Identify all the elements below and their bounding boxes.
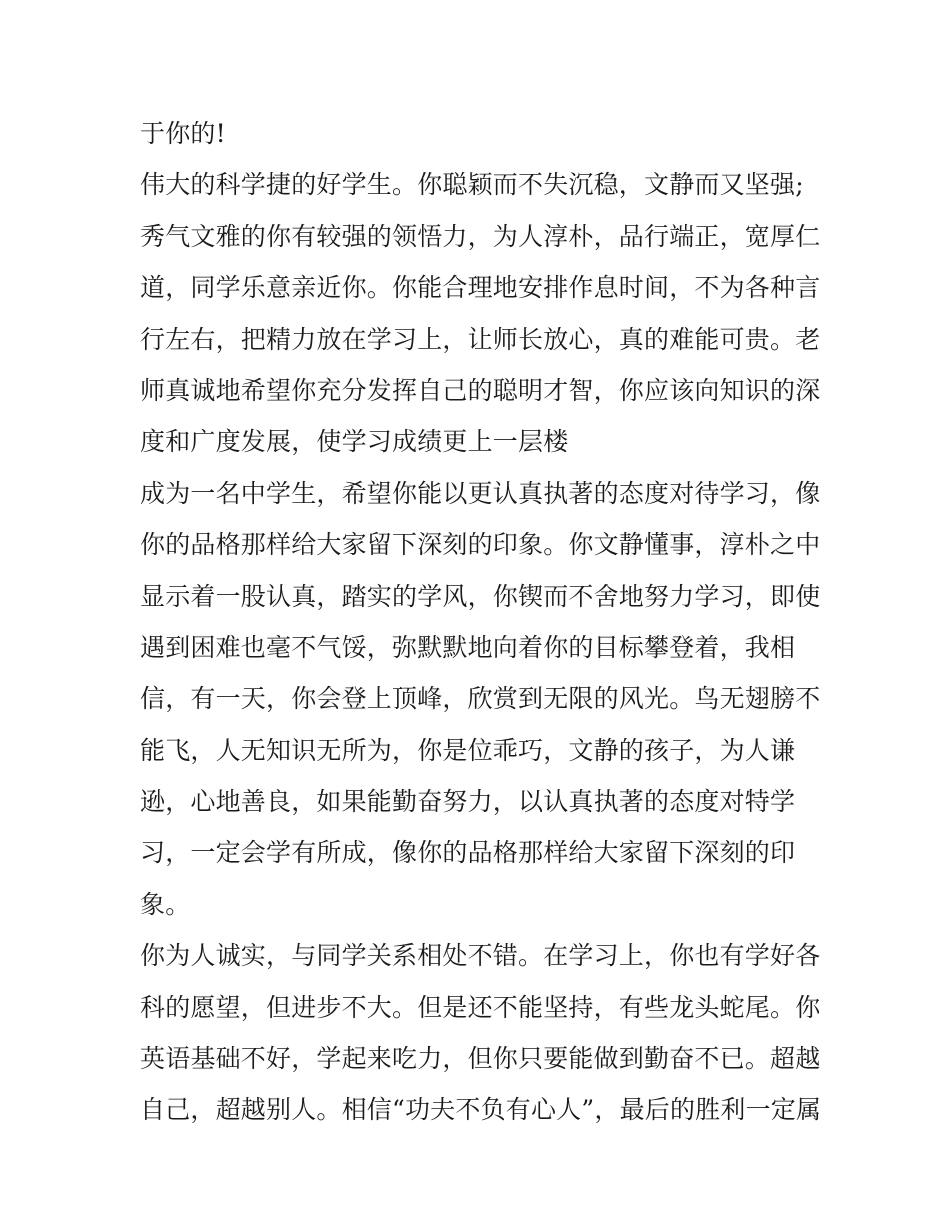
text-line: 象。 [140, 889, 191, 919]
text-line: 伟大的科学捷的好学生。你聪颖而不失沉稳，文静而又坚强; [140, 170, 804, 200]
text-line: 道，同学乐意亲近你。你能合理地安排作息时间，不为各种言 [140, 273, 821, 303]
document-body [140, 108, 830, 1136]
text-line: 显示着一股认真，踏实的学风，你锲而不舍地努力学习，即使 [140, 581, 821, 611]
text-line: 成为一名中学生，希望你能以更认真执著的态度对待学习，像 [140, 478, 821, 508]
text-line: 度和广度发展，使学习成绩更上一层楼 [140, 427, 569, 457]
text-line: 你为人诚实，与同学关系相处不错。在学习上，你也有学好各 [140, 941, 821, 971]
text-line: 能飞，人无知识无所为，你是位乖巧，文静的孩子，为人谦 [140, 735, 796, 765]
text-line: 习，一定会学有所成，像你的品格那样给大家留下深刻的印 [140, 838, 796, 868]
text-line: 于你的! [140, 119, 226, 148]
text-line: 行左右，把精力放在学习上，让师长放心，真的难能可贵。老 [140, 324, 821, 354]
text-line: 科的愿望，但进步不大。但是还不能坚持，有些龙头蛇尾。你 [140, 992, 821, 1022]
text-line: 逊，心地善良，如果能勤奋努力，以认真执著的态度对特学 [140, 787, 796, 817]
text-line: 遇到困难也毫不气馁，弥默默地向着你的目标攀登着，我相 [140, 632, 796, 662]
text-line: 师真诚地希望你充分发挥自己的聪明才智，你应该向知识的深 [140, 375, 821, 405]
text-line: 信，有一天，你会登上顶峰，欣赏到无限的风光。鸟无翅膀不 [140, 684, 821, 714]
text-line: 你的品格那样给大家留下深刻的印象。你文静懂事，淳朴之中 [140, 530, 821, 560]
text-line: 英语基础不好，学起来吃力，但你只要能做到勤奋不已。超越 [140, 1044, 821, 1074]
text-line: 自己，超越别人。相信“功夫不负有心人”，最后的胜利一定属 [140, 1095, 822, 1125]
text-line: 秀气文雅的你有较强的领悟力，为人淳朴，品行端正，宽厚仁 [140, 221, 821, 251]
